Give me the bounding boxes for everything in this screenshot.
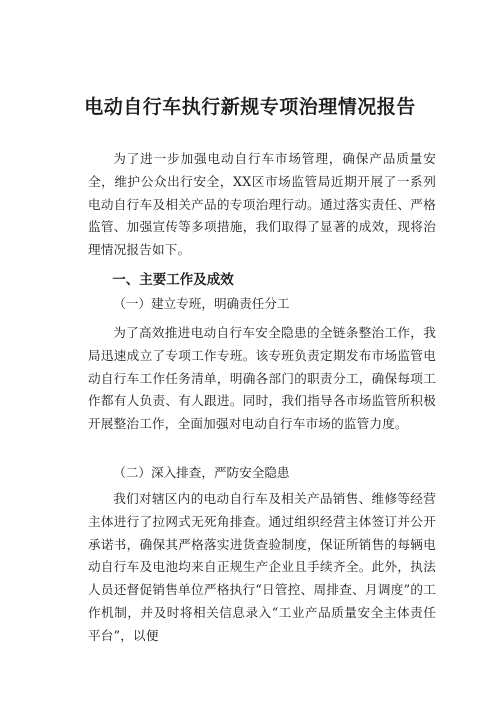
paragraph-investigation: 我们对辖区内的电动自行车及相关产品销售、维修等经营主体进行了拉网式无死角排查。通过组织经营主体签订并公开承诺书，确保其严格落实进货查验制度，保证所销售的每辆电动自行车及电池均来自正规生产企业且手续齐全。此外，执法人员还督促销售单位严格执行“日管控、周排查、月调度”的工作机制，并及时将相关信息录入“工业产品质量安全主体责任平台”，以便 <box>88 491 436 643</box>
section-heading-main-work: 一、主要工作及成效 <box>112 272 234 288</box>
intro-paragraph: 为了进一步加强电动自行车市场管理，确保产品质量安全，维护公众出行安全，XX区市场监管局近期开展了一系列电动自行车及相关产品的专项治理行动。通过落实责任、严格监管、加强宣传等多项措施，我们取得了显著的成效，现将治理情况报告如下。 <box>88 151 436 258</box>
subsection-heading-establish-team: （一）建立专班，明确责任分工 <box>113 296 290 311</box>
paragraph-establish-team: 为了高效推进电动自行车安全隐患的全链条整治工作，我局迅速成立了专项工作专班。该专班负责定期发布市场监管电动自行车工作任务清单，明确各部门的职责分工，确保每项工作都有人负责、有人跟进。同时，我们指导各市场监管所积极开展整治工作，全面加强对电动自行车市场的监管力度。 <box>88 325 436 432</box>
document-title: 电动自行车执行新规专项治理情况报告 <box>84 96 416 118</box>
subsection-heading-investigation: （二）深入排查，严防安全隐患 <box>113 465 290 480</box>
